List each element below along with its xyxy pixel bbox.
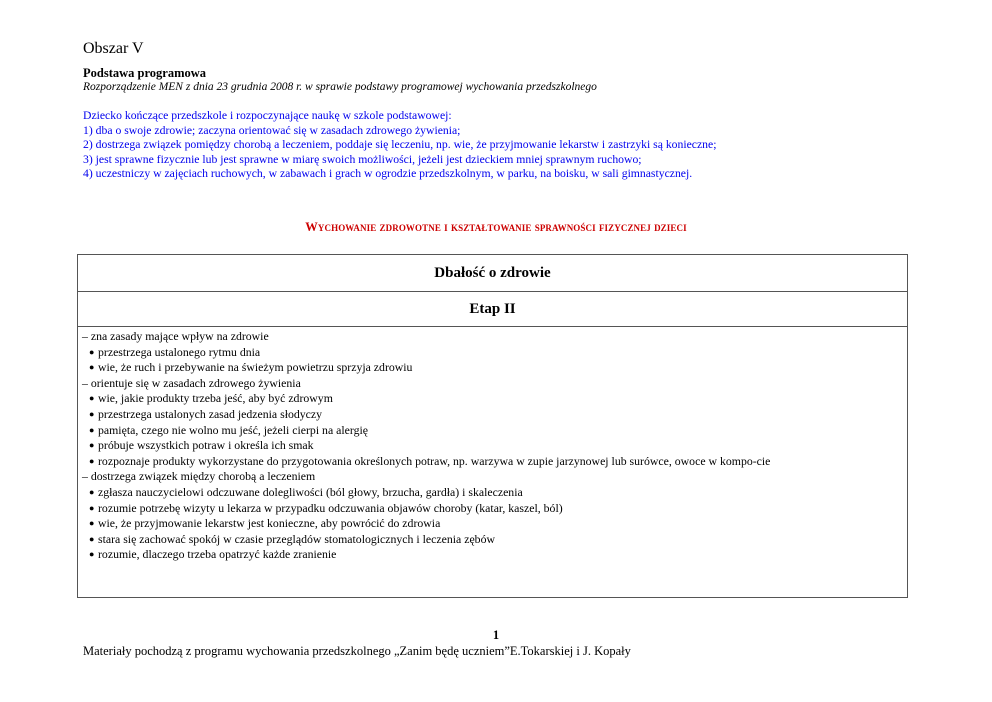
- basis-title: Podstawa programowa: [83, 66, 207, 80]
- bullet-icon: ●: [89, 393, 95, 404]
- bullet-icon: ●: [89, 440, 95, 451]
- skill-text: przestrzega ustalonego rytmu dnia: [98, 344, 261, 359]
- skill-text: wie, że ruch i przebywanie na świeżym powietrzu sprzyja zdrowiu: [98, 360, 413, 375]
- skill-item: [82, 438, 897, 454]
- topic-item: – orientuje się w zasadach zdrowego żywienia: [82, 375, 301, 390]
- bullet-icon: ●: [89, 455, 95, 466]
- topic-item: – zna zasady mające wpływ na zdrowie: [82, 329, 269, 343]
- bullet-icon: ●: [89, 502, 95, 513]
- skill-item: [82, 501, 897, 517]
- bullet-icon: ●: [89, 533, 95, 544]
- skill-item: [82, 454, 897, 470]
- bullet-icon: ●: [89, 408, 95, 419]
- table-title: Dbałość o zdrowie: [78, 255, 907, 292]
- bullet-icon: ●: [89, 346, 95, 357]
- skill-text: rozpoznaje produkty wykorzystane do przygotowania określonych potraw, np. warzywa w zupie jarzynowej lub surówce, owoce w kompo-cie: [98, 453, 771, 468]
- requirement-item: 1) dba o swoje zdrowie; zaczyna orientować się w zasadach zdrowego żywienia;: [83, 123, 461, 137]
- skill-item: [82, 423, 897, 439]
- skill-text: wie, jakie produkty trzeba jeść, aby być zdrowym: [98, 391, 333, 406]
- skill-item: [82, 485, 897, 501]
- skill-item: [82, 532, 897, 548]
- skill-text: pamięta, czego nie wolno mu jeść, jeżeli cierpi na alergię: [98, 422, 369, 437]
- skill-item: [82, 547, 897, 563]
- bullet-icon: ●: [89, 549, 95, 560]
- table-stage: Etap II: [78, 292, 907, 327]
- requirement-item: 3) jest sprawne fizycznie lub jest sprawne w miarę swoich możliwości, jeżeli jest dzieckiem mniej sprawnym ruchowo;: [83, 152, 642, 166]
- skill-text: zgłasza nauczycielowi odczuwane dolegliwości (ból głowy, brzucha, gardła) i skaleczenia: [98, 484, 523, 499]
- bullet-icon: ●: [89, 424, 95, 435]
- table-body: [78, 327, 907, 563]
- skill-text: próbuje wszystkich potraw i określa ich smak: [98, 438, 314, 453]
- bullet-icon: ●: [89, 518, 95, 529]
- regulation-text: Rozporządzenie MEN z dnia 23 grudnia 2008 r. w sprawie podstawy programowej wychowania przedszkolnego: [83, 81, 597, 93]
- bullet-icon: ●: [89, 362, 95, 373]
- skill-text: rozumie, dlaczego trzeba opatrzyć każde zranienie: [98, 547, 337, 562]
- topic-item: – dostrzega związek między chorobą a leczeniem: [82, 469, 316, 484]
- requirements-list: [83, 109, 943, 182]
- skill-item: [82, 391, 897, 407]
- skill-text: stara się zachować spokój w czasie przeglądów stomatologicznych i leczenia zębów: [98, 531, 495, 546]
- requirement-item: 2) dostrzega związek pomiędzy chorobą a leczeniem, poddaje się leczeniu, np. wie, że przyjmowanie lekarstw i zastrzyki są konieczne;: [83, 138, 717, 152]
- section-title: Wychowanie zdrowotne i kształtowanie sprawności fizycznej dzieci: [305, 220, 687, 234]
- footer-note: Materiały pochodzą z programu wychowania przedszkolnego „Zanim będę uczniem”E.Tokarskiej i J. Kopały: [83, 644, 631, 658]
- skill-item: [82, 407, 897, 423]
- skill-item: [82, 360, 897, 376]
- skill-text: wie, że przyjmowanie lekarstw jest konieczne, aby powrócić do zdrowia: [98, 516, 441, 531]
- content-table: [77, 254, 908, 598]
- skill-text: przestrzega ustalonych zasad jedzenia słodyczy: [98, 406, 323, 421]
- skill-item: [82, 516, 897, 532]
- bullet-icon: ●: [89, 486, 95, 497]
- requirements-intro: Dziecko kończące przedszkole i rozpoczynające naukę w szkole podstawowej:: [83, 109, 452, 122]
- page-number: 1: [492, 628, 500, 642]
- skill-text: rozumie potrzebę wizyty u lekarza w przypadku odczuwania objawów choroby (katar, kaszel, ból): [98, 500, 563, 515]
- area-heading: Obszar V: [83, 40, 144, 57]
- requirement-item: 4) uczestniczy w zajęciach ruchowych, w zabawach i grach w ogrodzie przedszkolnym, w parku, na boisku, w sali gimnastycznej.: [83, 167, 693, 181]
- skill-item: [82, 345, 897, 361]
